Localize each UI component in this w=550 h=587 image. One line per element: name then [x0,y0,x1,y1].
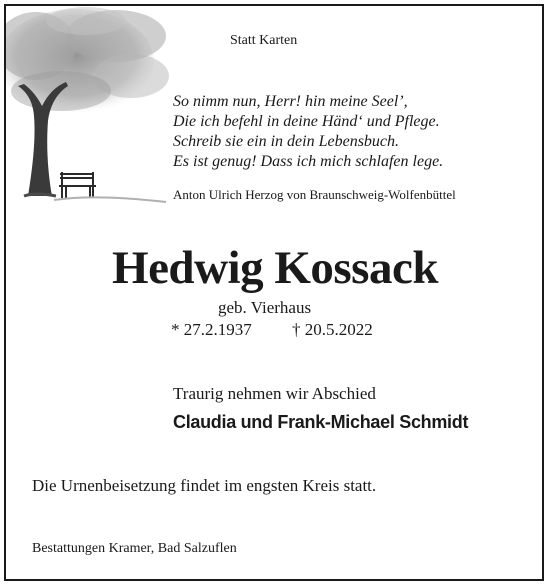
deceased-name: Hedwig Kossack [112,242,438,294]
poem-line: Schreib sie ein in dein Lebensbuch. [173,133,400,150]
poem-line: Es ist genug! Dass ich mich schlafen lege. [173,153,444,170]
poem-line: So nimm nun, Herr! hin meine Seel’, [173,93,408,110]
death-date: † 20.5.2022 [292,320,373,339]
poem-line: Die ich befehl in deine Händ‘ und Pflege. [173,113,440,130]
bench-icon [59,172,96,198]
birth-name: geb. Vierhaus [218,298,312,317]
poem-author: Anton Ulrich Herzog von Braunschweig-Wolfenbüttel [173,187,456,202]
memorial-poem [173,92,533,172]
mourning-text: Traurig nehmen wir Abschied [173,384,376,403]
statt-karten-header: Statt Karten [230,33,298,48]
funeral-home: Bestattungen Kramer, Bad Salzuflen [32,541,237,556]
birth-date: * 27.2.1937 [171,320,252,339]
burial-note: Die Urnenbeisetzung findet im engsten Kreis statt. [32,476,377,495]
tree-bench-illustration [6,6,176,206]
mourners-names: Claudia und Frank-Michael Schmidt [173,412,469,432]
